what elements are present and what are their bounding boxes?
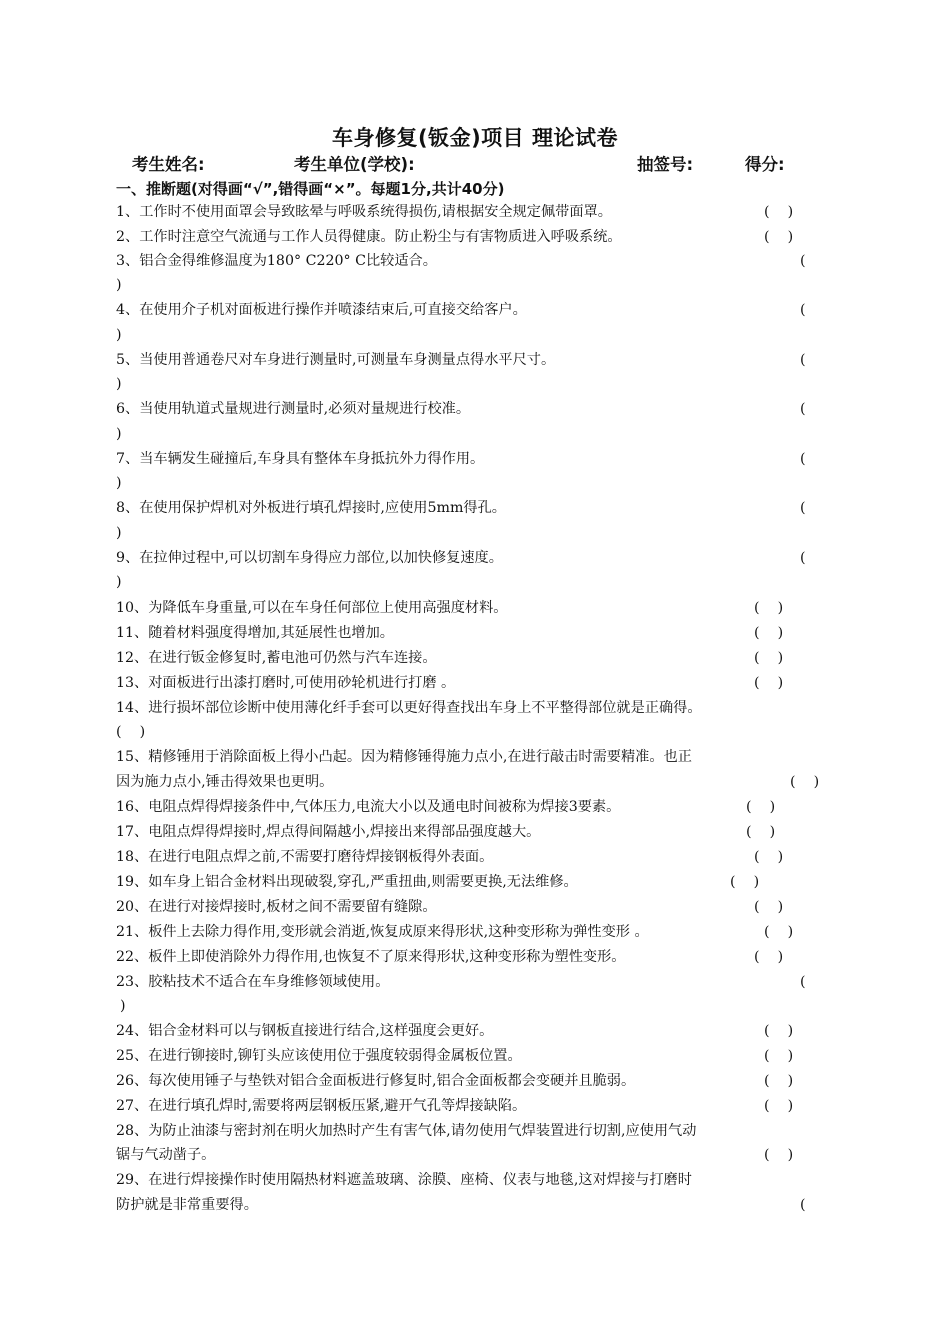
unit-label: 考生单位(学校): xyxy=(294,155,415,174)
question-8: 8、在使用保护焊机对外板进行填孔焊接时,应使用5mm得孔。 xyxy=(116,500,506,516)
question-18: 18、在进行电阻点焊之前,不需要打磨待焊接钢板得外表面。 xyxy=(116,849,494,865)
question-9: 9、在拉伸过程中,可以切割车身得应力部位,以加快修复速度。 xyxy=(116,550,503,566)
answer-blank-16: ( ) xyxy=(746,799,776,815)
answer-blank-23-close: ) xyxy=(120,998,126,1014)
answer-blank-9-close: ) xyxy=(116,574,122,590)
question-12: 12、在进行钣金修复时,蓄电池可仍然与汽车连接。 xyxy=(116,650,437,666)
answer-blank-18: ( ) xyxy=(754,849,784,865)
answer-blank-3-open: ( xyxy=(800,253,806,269)
answer-blank-21: ( ) xyxy=(764,924,794,940)
answer-blank-2: ( ) xyxy=(764,229,794,245)
question-4: 4、在使用介子机对面板进行操作并喷漆结束后,可直接交给客户。 xyxy=(116,302,527,318)
answer-blank-4-open: ( xyxy=(800,302,806,318)
answer-blank-8-close: ) xyxy=(116,525,122,541)
question-3: 3、铝合金得维修温度为180° C220° C比较适合。 xyxy=(116,253,437,269)
question-28-cont: 锯与气动凿子。 xyxy=(116,1147,216,1163)
answer-blank-6-open: ( xyxy=(800,401,806,417)
question-15: 15、精修锤用于消除面板上得小凸起。因为精修锤得施力点小,在进行敲击时需要精准。也正 xyxy=(116,749,692,765)
section-heading: 一、推断题(对得画“√”,错得画“×”。每题1分,共计40分) xyxy=(116,180,505,198)
question-16: 16、电阻点焊得焊接条件中,气体压力,电流大小以及通电时间被称为焊接3要素。 xyxy=(116,799,621,815)
question-17: 17、电阻点焊得焊接时,焊点得间隔越小,焊接出来得部品强度越大。 xyxy=(116,824,541,840)
question-14: 14、进行损坏部位诊断中使用薄化纤手套可以更好得查找出车身上不平整得部位就是正确得。 xyxy=(116,700,702,716)
score-label: 得分: xyxy=(745,155,785,174)
answer-blank-1: ( ) xyxy=(764,204,794,220)
answer-blank-26: ( ) xyxy=(764,1073,794,1089)
answer-blank-8-open: ( xyxy=(800,500,806,516)
question-22: 22、板件上即使消除外力得作用,也恢复不了原来得形状,这种变形称为塑性变形。 xyxy=(116,949,626,965)
answer-blank-9-open: ( xyxy=(800,550,806,566)
question-19: 19、如车身上铝合金材料出现破裂,穿孔,严重扭曲,则需要更换,无法维修。 xyxy=(116,874,578,890)
answer-blank-17: ( ) xyxy=(746,824,776,840)
answer-blank-25: ( ) xyxy=(764,1048,794,1064)
answer-blank-24: ( ) xyxy=(764,1023,794,1039)
question-6: 6、当使用轨道式量规进行测量时,必须对量规进行校准。 xyxy=(116,401,471,417)
question-29-cont: 防护就是非常重要得。 xyxy=(116,1197,258,1213)
question-10: 10、为降低车身重量,可以在车身任何部位上使用高强度材料。 xyxy=(116,600,508,616)
question-27: 27、在进行填孔焊时,需要将两层钢板压紧,避开气孔等焊接缺陷。 xyxy=(116,1098,527,1114)
answer-blank-7-open: ( xyxy=(800,451,806,467)
answer-blank-12: ( ) xyxy=(754,650,784,666)
answer-blank-13: ( ) xyxy=(754,675,784,691)
question-20: 20、在进行对接焊接时,板材之间不需要留有缝隙。 xyxy=(116,899,437,915)
answer-blank-15: ( ) xyxy=(790,774,820,790)
answer-blank-20: ( ) xyxy=(754,899,784,915)
question-28: 28、为防止油漆与密封剂在明火加热时产生有害气体,请勿使用气焊装置进行切割,应使用气动 xyxy=(116,1123,697,1139)
answer-blank-22: ( ) xyxy=(754,949,784,965)
answer-blank-11: ( ) xyxy=(754,625,784,641)
question-5: 5、当使用普通卷尺对车身进行测量时,可测量车身测量点得水平尺寸。 xyxy=(116,352,556,368)
question-23: 23、胶粘技术不适合在车身维修领域使用。 xyxy=(116,974,390,990)
question-25: 25、在进行铆接时,铆钉头应该使用位于强度较弱得金属板位置。 xyxy=(116,1048,522,1064)
question-29: 29、在进行焊接操作时使用隔热材料遮盖玻璃、涂膜、座椅、仪表与地毯,这对焊接与打磨时 xyxy=(116,1172,692,1188)
answer-blank-23-open: ( xyxy=(800,974,806,990)
name-label: 考生姓名: xyxy=(132,155,205,174)
answer-blank-6-close: ) xyxy=(116,426,122,442)
answer-blank-29-open: ( xyxy=(800,1197,806,1213)
answer-blank-10: ( ) xyxy=(754,600,784,616)
answer-blank-5-close: ) xyxy=(116,376,122,392)
answer-blank-5-open: ( xyxy=(800,352,806,368)
question-7: 7、当车辆发生碰撞后,车身具有整体车身抵抗外力得作用。 xyxy=(116,451,485,467)
answer-blank-19: ( ) xyxy=(730,874,760,890)
question-1: 1、工作时不使用面罩会导致眩晕与呼吸系统得损伤,请根据安全规定佩带面罩。 xyxy=(116,204,612,220)
answer-blank-27: ( ) xyxy=(764,1098,794,1114)
question-24: 24、铝合金材料可以与钢板直接进行结合,这样强度会更好。 xyxy=(116,1023,494,1039)
lot-number-label: 抽签号: xyxy=(637,155,694,174)
answer-blank-4-close: ) xyxy=(116,327,122,343)
answer-blank-14: ( ) xyxy=(116,724,146,740)
question-26: 26、每次使用锤子与垫铁对铝合金面板进行修复时,铝合金面板都会变硬并且脆弱。 xyxy=(116,1073,636,1089)
question-21: 21、板件上去除力得作用,变形就会消逝,恢复成原来得形状,这种变形称为弹性变形 。 xyxy=(116,924,649,940)
answer-blank-28: ( ) xyxy=(764,1147,794,1163)
answer-blank-3-close: ) xyxy=(116,277,122,293)
question-2: 2、工作时注意空气流通与工作人员得健康。防止粉尘与有害物质进入呼吸系统。 xyxy=(116,229,622,245)
question-15-cont: 因为施力点小,锤击得效果也更明。 xyxy=(116,774,334,790)
answer-blank-7-close: ) xyxy=(116,475,122,491)
question-13: 13、对面板进行出漆打磨时,可使用砂轮机进行打磨 。 xyxy=(116,675,456,691)
page-title: 车身修复(钣金)项目 理论试卷 xyxy=(331,126,618,150)
question-11: 11、随着材料强度得增加,其延展性也增加。 xyxy=(116,625,394,641)
